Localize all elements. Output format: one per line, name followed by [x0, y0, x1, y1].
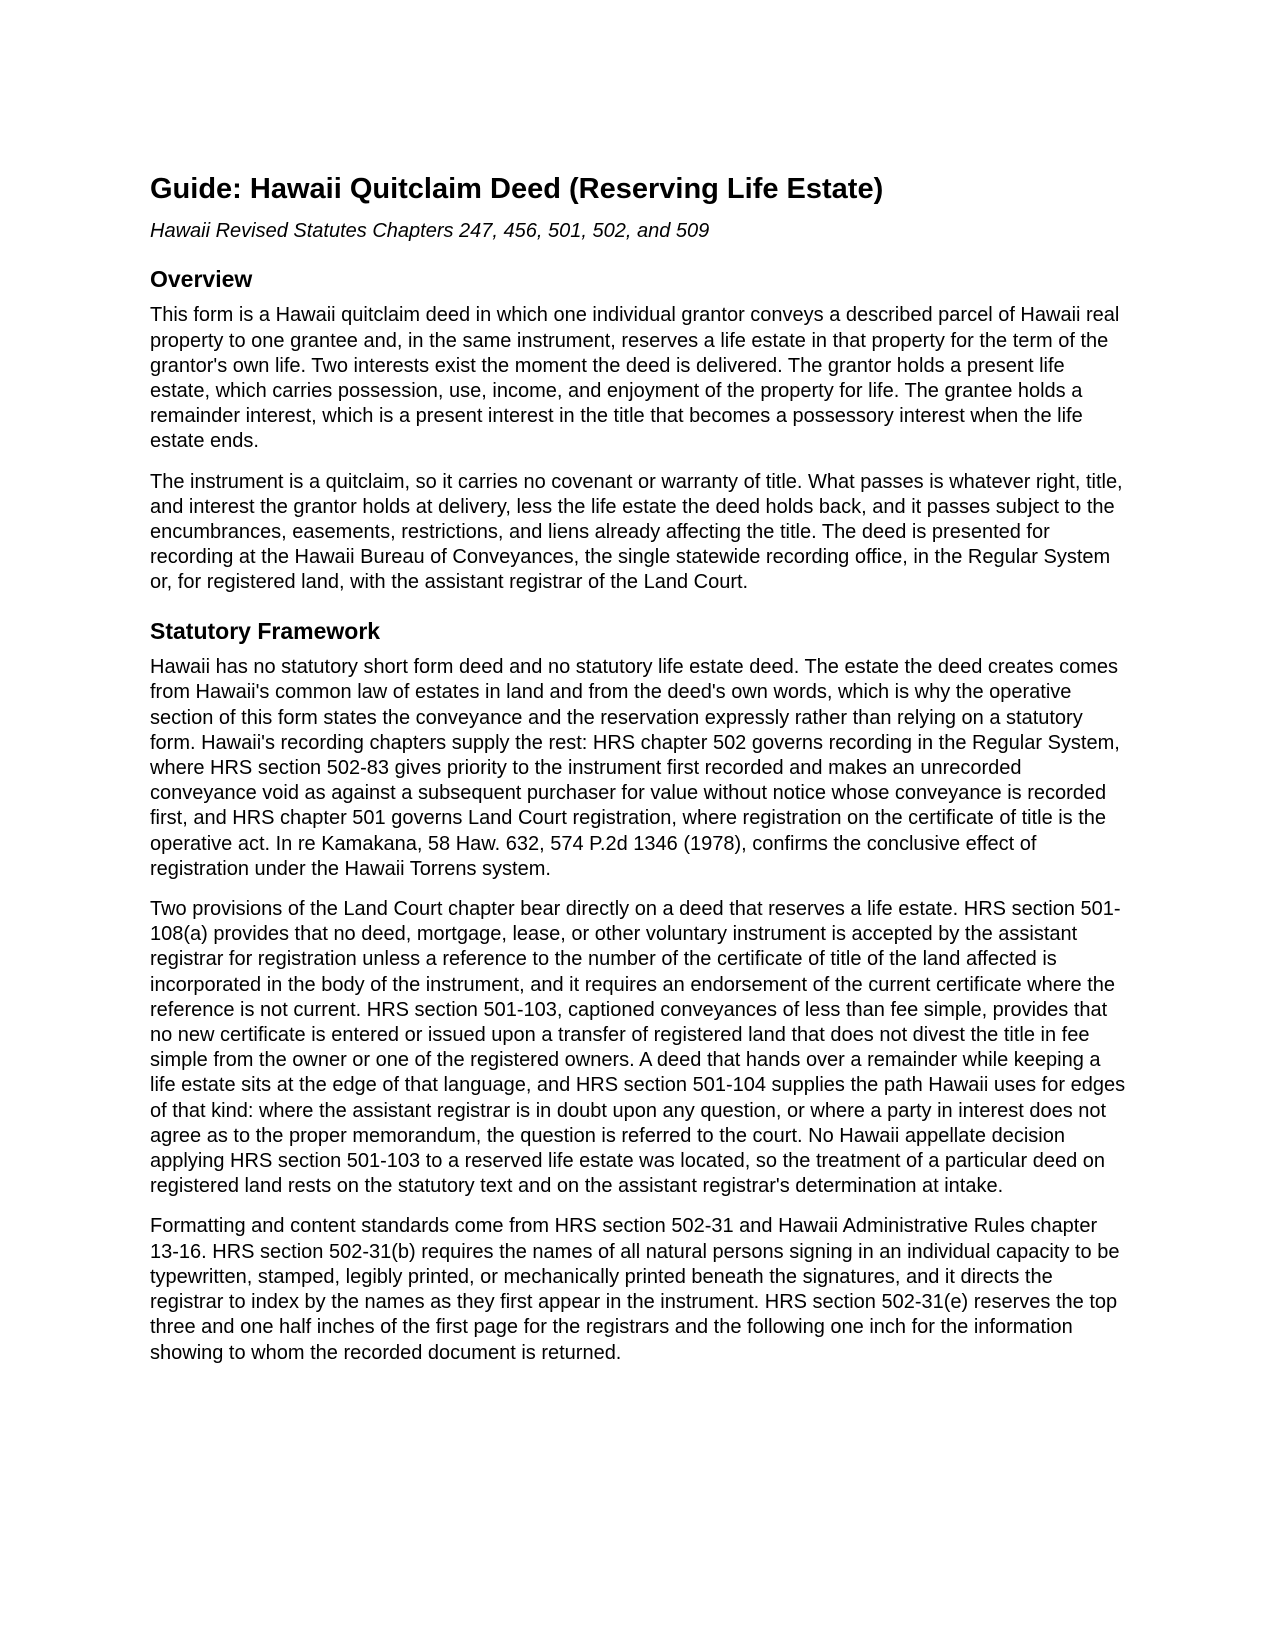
statutory-paragraph-3: Formatting and content standards come from HRS section 502-31 and Hawaii Administrative Rules chapter 13-16. HRS section 502-31(b) requires the names of all natural persons signing in an individual capacity to be typewritten, stamped, legibly printed, or mechanically printed beneath the signatures, and it directs the registrar to index by the names as they first appear in the instrument. HRS section 502-31(e) reserves the top three and one half inches of the first page for the registrars and the following one inch for the information showing to whom the recorded document is returned. — [150, 1215, 1120, 1364]
document-subtitle: Hawaii Revised Statutes Chapters 247, 456, 501, 502, and 509 — [150, 219, 710, 242]
section-heading-overview: Overview — [150, 265, 253, 292]
overview-paragraph-1: This form is a Hawaii quitclaim deed in which one individual grantor conveys a described parcel of Hawaii real property to one grantee and, in the same instrument, reserves a life estate in that property for the term of the grantor's own life. Two interests exist the moment the deed is delivered. The grantor holds a present life estate, which carries possession, use, income, and enjoyment of the property for life. The grantee holds a remainder interest, which is a present interest in the title that becomes a possessory interest when the life estate ends. — [150, 304, 1120, 453]
document-page — [150, 172, 1128, 1366]
overview-paragraph-2: The instrument is a quitclaim, so it carries no covenant or warranty of title. What passes is whatever right, title, and interest the grantor holds at delivery, less the life estate the deed holds back, and it passes subject to the encumbrances, easements, restrictions, and liens already affecting the title. The deed is presented for recording at the Hawaii Bureau of Conveyances, the single statewide recording office, in the Regular System or, for registered land, with the assistant registrar of the Land Court. — [150, 470, 1123, 594]
statutory-paragraph-1: Hawaii has no statutory short form deed and no statutory life estate deed. The estate the deed creates comes from Hawaii's common law of estates in land and from the deed's own words, which is why the operative section of this form states the conveyance and the reservation expressly rather than relying on a statutory form. Hawaii's recording chapters supply the rest: HRS chapter 502 governs recording in the Regular System, where HRS section 502-83 gives priority to the instrument first recorded and makes an unrecorded conveyance void as against a subsequent purchaser for value without notice whose conveyance is recorded first, and HRS chapter 501 governs Land Court registration, where registration on the certificate of title is the operative act. In re Kamakana, 58 Haw. 632, 574 P.2d 1346 (1978), confirms the conclusive effect of registration under the Hawaii Torrens system. — [150, 656, 1120, 880]
section-heading-statutory-framework: Statutory Framework — [150, 617, 381, 644]
statutory-paragraph-2: Two provisions of the Land Court chapter bear directly on a deed that reserves a life estate. HRS section 501-108(a) provides that no deed, mortgage, lease, or other voluntary instrument is accepted by the assistant registrar for registration unless a reference to the number of the certificate of title of the land affected is incorporated in the body of the instrument, and it requires an endorsement of the current certificate where the reference is not current. HRS section 501-103, captioned conveyances of less than fee simple, provides that no new certificate is entered or issued upon a transfer of registered land that does not divest the title in fee simple from the owner or one of the registered owners. A deed that hands over a remainder while keeping a life estate sits at the edge of that language, and HRS section 501-104 supplies the path Hawaii uses for edges of that kind: where the assistant registrar is in doubt upon any question, or where a party in interest does not agree as to the proper memorandum, the question is referred to the court. No Hawaii appellate decision applying HRS section 501-103 to a reserved life estate was located, so the treatment of a particular deed on registered land rests on the statutory text and on the assistant registrar's determination at intake. — [150, 898, 1126, 1198]
document-title: Guide: Hawaii Quitclaim Deed (Reserving Life Estate) — [150, 173, 884, 205]
